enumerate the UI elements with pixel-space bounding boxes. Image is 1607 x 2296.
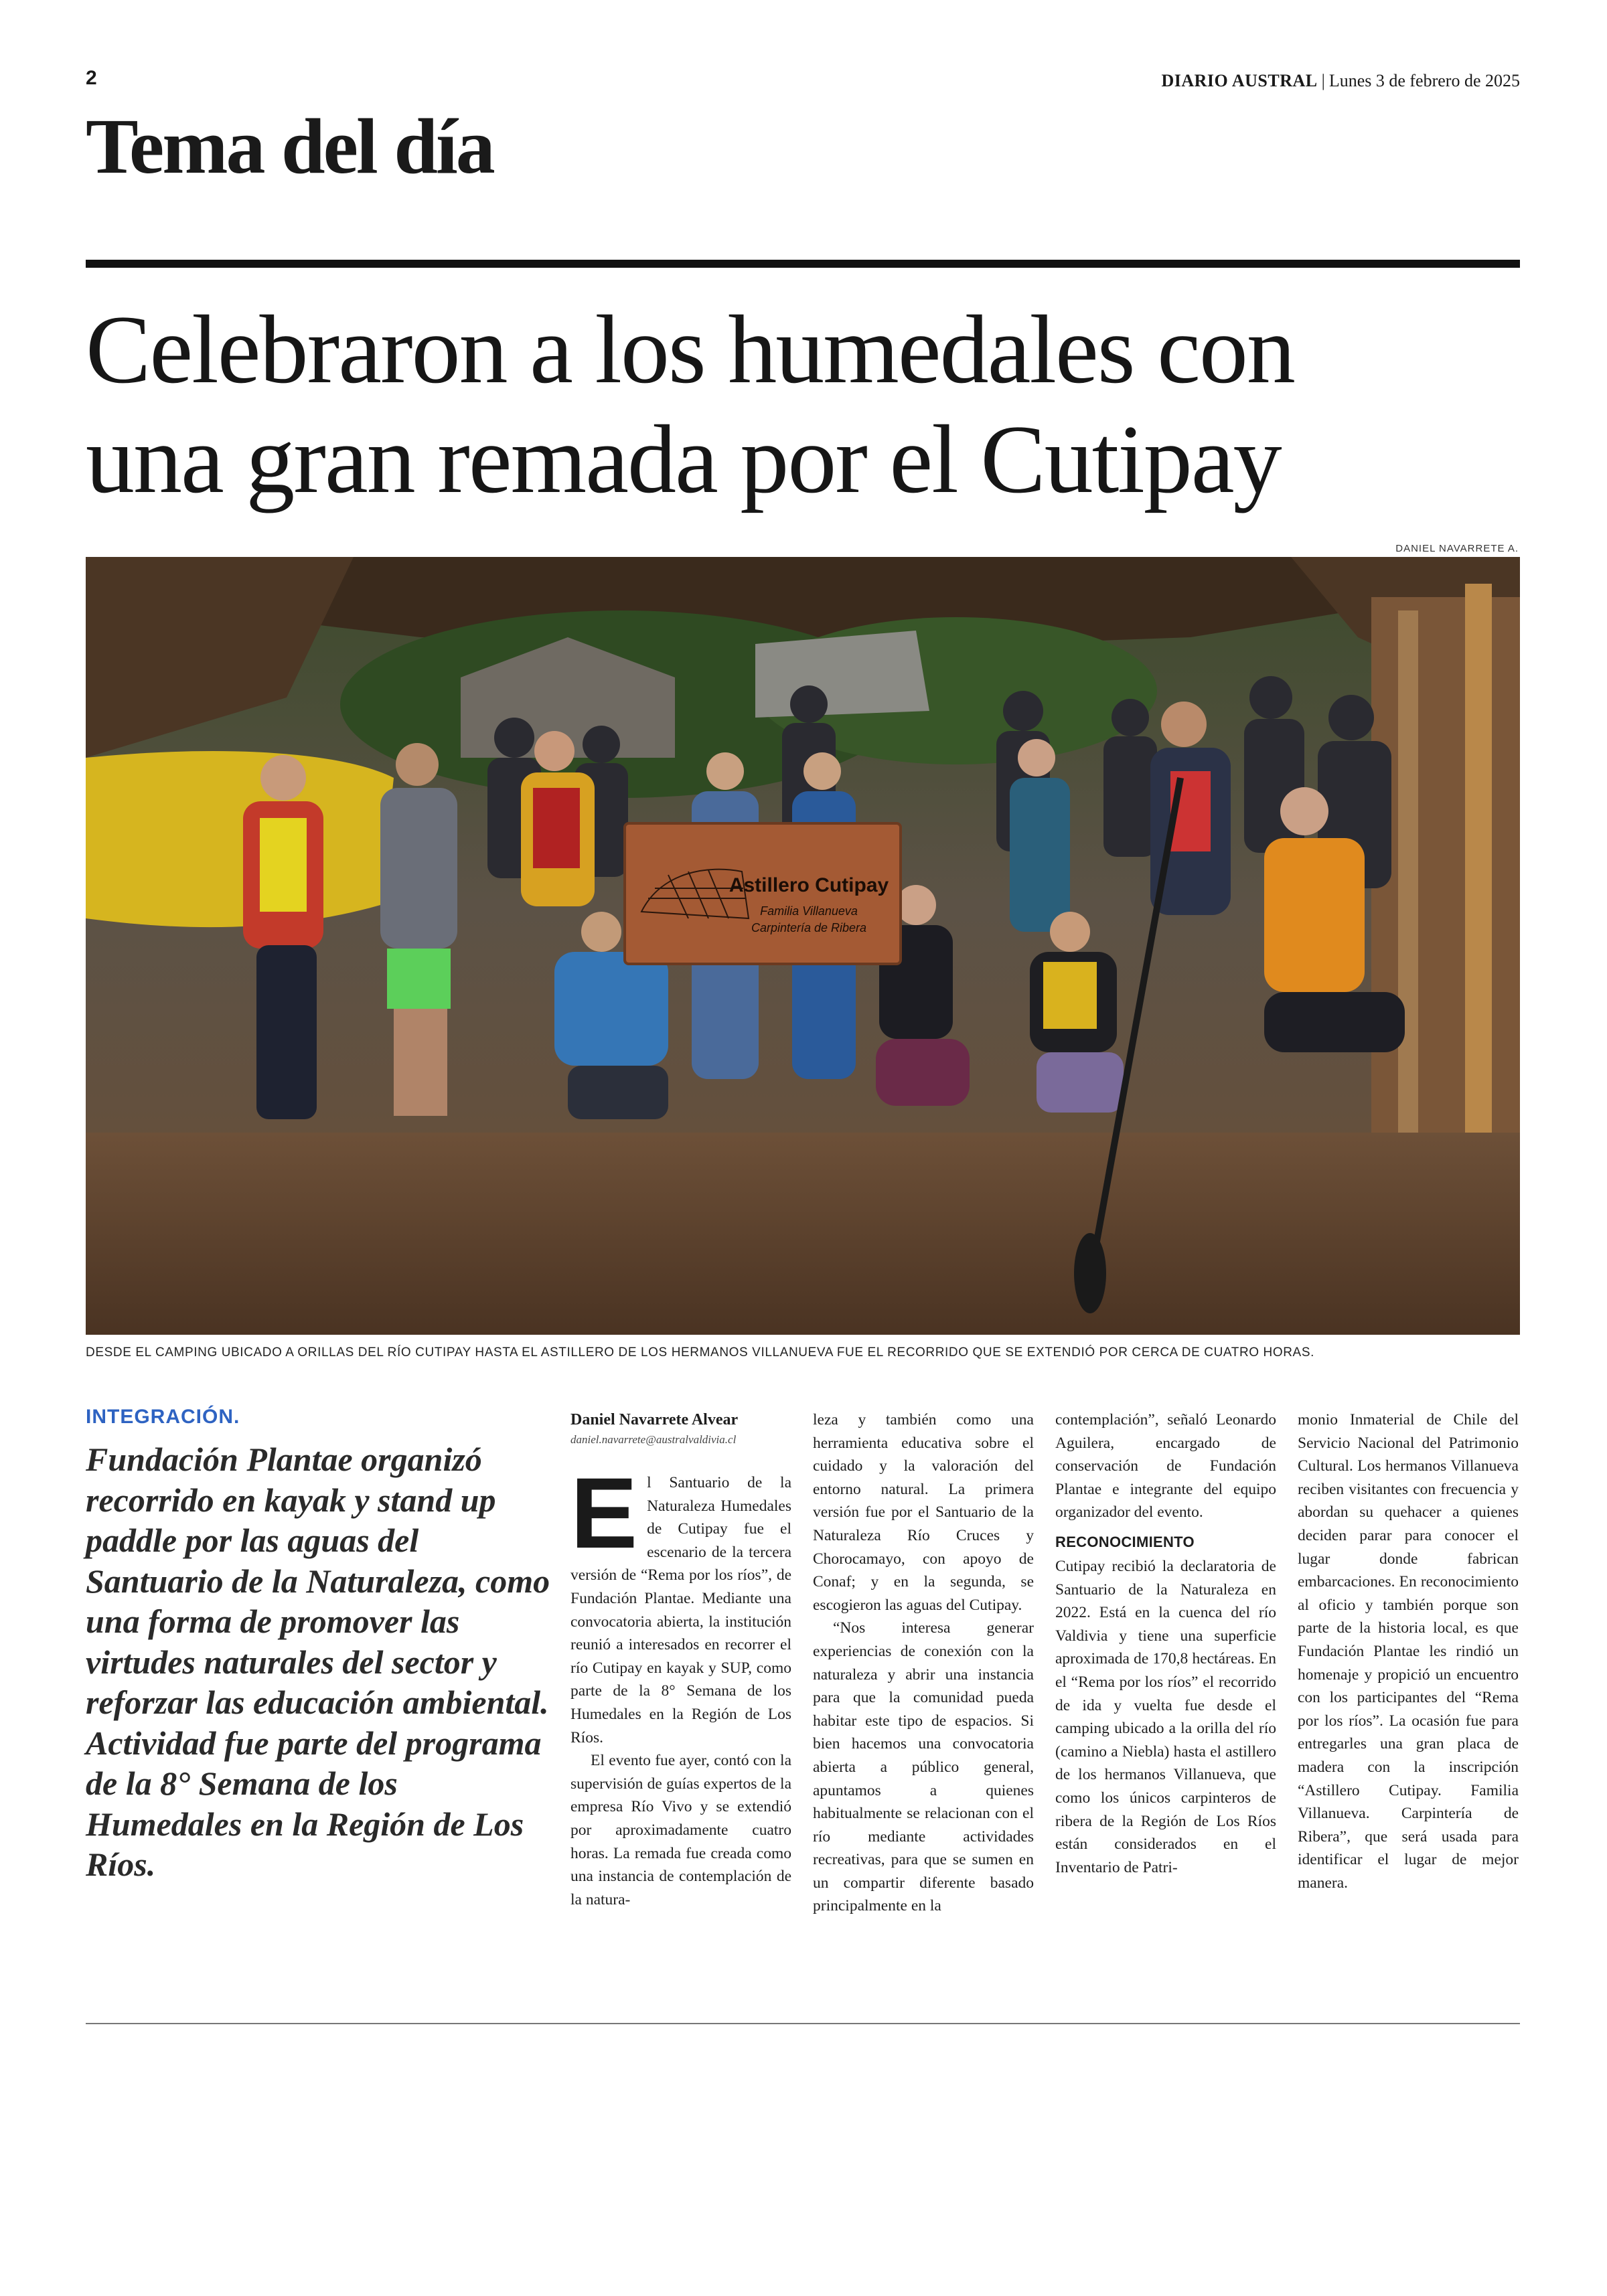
page-number: 2 <box>86 67 97 89</box>
body-text: l Santuario de la Naturaleza Humedales de Cutipay fue el escenario de la tercera versión de “Rema por los ríos”, de Fundación Plantae. Mediante una convocatoria abierta, la institución reunió a interesados en recorrer el río Cutipay en kayak y SUP, como parte de la 8° Semana de los Humedales en la Región de Los Ríos. <box>570 1474 791 1746</box>
group-photo <box>86 557 1520 1335</box>
body-paragraph: monio Inmaterial de Chile del Servicio Nacional del Patrimonio Cultural. Los hermanos Villanueva reciben visitantes con frecuencia y abordan su quehacer a quienes deciden parar para conocer el lugar donde fabrican embarcaciones. En reconocimiento al oficio y también porque son parte de la historia local, es que Fundación Plantae les rindió un homenaje y propició un encuentro con los participantes del “Rema por los ríos”. La ocasión fue para entregarles una gran placa de madera con la inscripción “Astillero Cutipay. Familia Villanueva. Carpintería de Ribera”, que será usada para identificar el lugar de mejor manera. <box>1298 1411 1519 1892</box>
body-column-1 <box>570 1406 791 1911</box>
masthead-date: Lunes 3 de febrero de 2025 <box>1328 71 1520 90</box>
section-rule <box>86 260 1520 268</box>
sign-title: Astillero Cutipay <box>729 874 889 896</box>
body-paragraph: Cutipay recibió la declaratoria de Santuario de la Naturaleza en 2022. Está en la cuenca del río Valdivia y tiene una superficie aproximada de 170,8 hectáreas. En el “Rema por los ríos” el recorrido de ida y vuelta fue desde el camping ubicado a la orilla del río (camino a Niebla) hasta el astillero de los hermanos Villanueva, que como los únicos carpinteros de ribera de la Región de Los Ríos están considerados en el Inventario de Patri- <box>1055 1557 1276 1876</box>
body-column-4 <box>1298 1408 1519 1894</box>
dropcap: E <box>570 1457 638 1569</box>
sign-line-2: Carpintería de Ribera <box>751 921 867 934</box>
sign-line-1: Familia Villanueva <box>760 904 858 918</box>
masthead-brand: DIARIO AUSTRAL <box>1161 71 1318 90</box>
photo-illustration <box>86 557 1520 1335</box>
photo-credit: DANIEL NAVARRETE A. <box>1395 543 1519 554</box>
kicker: INTEGRACIÓN. <box>86 1406 240 1428</box>
byline: Daniel Navarrete Alvear <box>570 1411 739 1428</box>
masthead <box>1161 71 1520 91</box>
body-column-2 <box>813 1408 1034 1918</box>
body-paragraph <box>570 1457 791 1749</box>
headline-line-2: una gran remada por el Cutipay <box>86 405 1281 513</box>
footer-rule <box>86 2023 1520 2024</box>
section-title: Tema del día <box>86 102 493 190</box>
body-paragraph: El evento fue ayer, contó con la supervisión de guías expertos de la empresa Río Vivo y se extendió por aproximadamente cuatro horas. La remada fue creada como una instancia de contemplación de la natura- <box>570 1752 791 1908</box>
headline-line-1: Celebraron a los humedales con <box>86 295 1294 404</box>
photo-caption: DESDE EL CAMPING UBICADO A ORILLAS DEL RÍO CUTIPAY HASTA EL ASTILLERO DE LOS HERMANOS VILLANUEVA FUE EL RECORRIDO QUE SE EXTENDIÓ POR CERCA DE CUATRO HORAS. <box>86 1345 1314 1360</box>
body-paragraph: contemplación”, señaló Leonardo Aguilera, encargado de conservación de Fundación Plantae e integrante del equipo organizador del evento. <box>1055 1411 1276 1522</box>
body-column-3 <box>1055 1408 1276 1879</box>
body-paragraph: “Nos interesa generar experiencias de conexión con la naturaleza y abrir una instancia para que la comunidad pueda habitar este tipo de espacios. Si bien hacemos una convocatoria abierta a público general, apuntamos a quienes habitualmente se relacionan con el río mediante actividades recreativas, para que se sumen en un compartir diferente basado principalmente en la <box>813 1619 1034 1915</box>
masthead-separator: | <box>1321 71 1325 90</box>
byline-email[interactable]: daniel.navarrete@australvaldivia.cl <box>570 1433 737 1446</box>
body-paragraph: leza y también como una herramienta educativa sobre el cuidado y la valoración del entorno natural. La primera versión fue por el Santuario de la Naturaleza Río Cruces y Chorocamayo, con apoyo de Conaf; y en la segunda, se escogieron las aguas del Cutipay. <box>813 1411 1034 1614</box>
subhead: RECONOCIMIENTO <box>1055 1533 1195 1550</box>
headline <box>86 295 1532 514</box>
lead-paragraph: Fundación Plantae organizó recorrido en kayak y stand up paddle por las aguas del Santuario de la Naturaleza, como una forma de promover las virtudes naturales del sector y reforzar las educación ambiental. Actividad fue parte del programa de la 8° Semana de los Humedales en la Región de Los Ríos. <box>86 1441 550 1883</box>
